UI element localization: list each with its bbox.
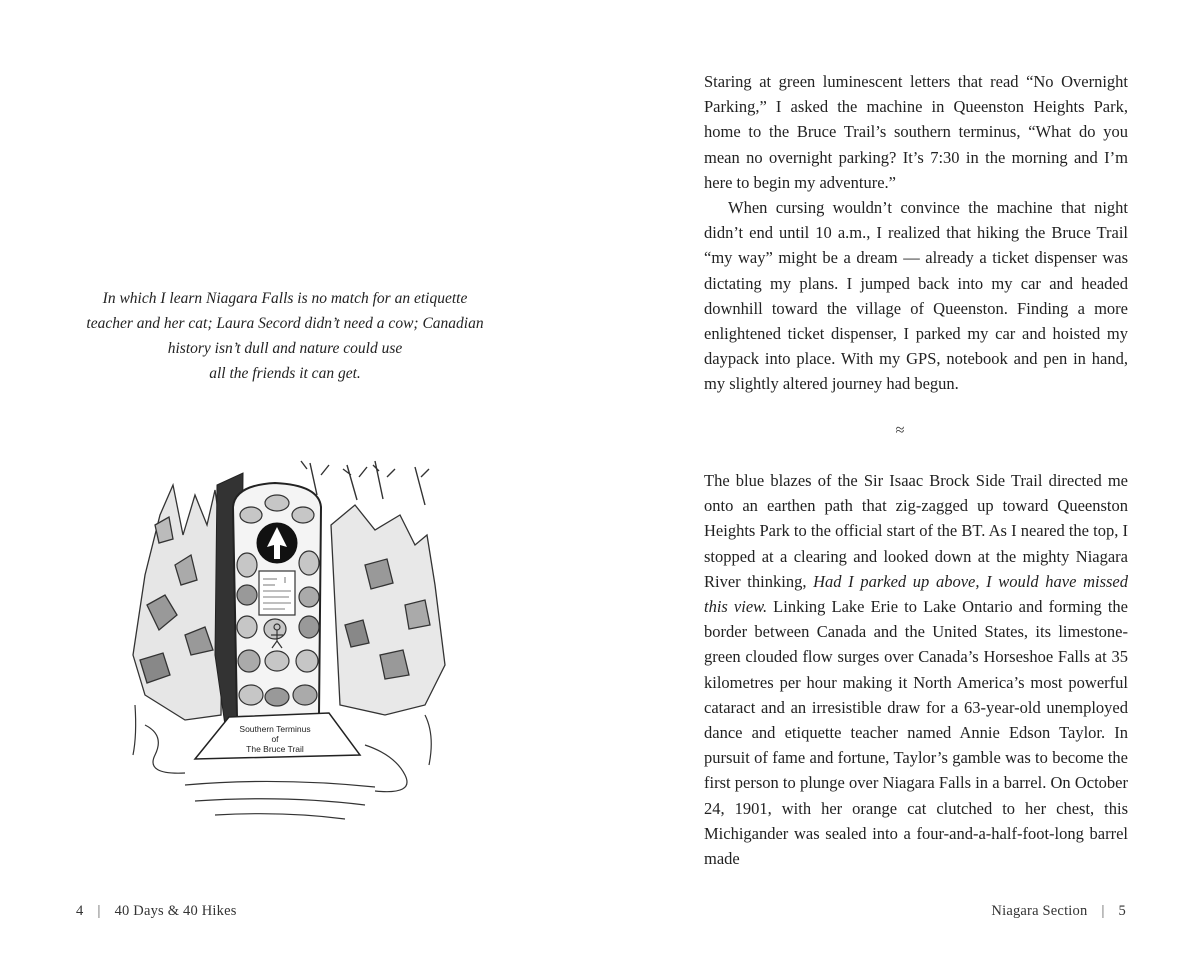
section-break-ornament: ≈ <box>895 422 905 439</box>
right-folio: Niagara Section | 5 <box>991 903 1126 919</box>
sign-line: of <box>271 734 279 744</box>
plaque <box>259 571 295 615</box>
epigraph-line: In which I learn Niagara Falls is no match for an etiquette <box>102 290 468 307</box>
italic-thought: Had I parked up above, I would have missed this view. <box>704 571 1128 617</box>
text-block-bottom <box>704 468 1128 871</box>
text-block-top <box>704 69 1128 397</box>
section-title: Niagara Section <box>991 903 1088 919</box>
right-rocks <box>331 505 445 715</box>
epigraph-line: history isn’t dull and nature could use <box>167 340 403 357</box>
paragraph: The blue blazes of the Sir Isaac Brock Side Trail directed me onto an earthen path that zig-zagged up toward Queenston Heights Park to the official start of the BT. As I neared the top, I stopped at a clearing and looked down at the mighty Niagara River thinking, Had I parked up above, I would have missed this view. Linking Lake Erie to Lake Ontario and forming the border between Canada and the United States, its limestone-green clouded flow surges over Canada’s Horseshoe Falls at 35 kilometres per hour making it North America’s most powerful cataract and an irresistible draw for a 63-year-old unemployed dance and etiquette teacher named Annie Edson Taylor. In pursuit of fame and fortune, Taylor’s gamble was to become the first person to plunge over Niagara Falls in a barrel. On October 24, 1901, with her orange cat clutched to her chest, this Michigander was sealed into a four-and-a-half-foot-long barrel made <box>704 471 1128 869</box>
epigraph-line: teacher and her cat; Laura Secord didn’t need a cow; Canadian <box>86 315 484 332</box>
sign-line: Southern Terminus <box>239 724 311 734</box>
epigraph-line: all the friends it can get. <box>209 365 361 382</box>
right-page <box>600 0 1200 955</box>
page-number: 4 <box>76 903 84 919</box>
paragraph: Staring at green luminescent letters that read “No Overnight Parking,” I asked the machine in Queenston Heights Park, home to the Bruce Trail’s southern terminus, “What do you mean no overnight parking? It’s 7:30 in the morning and I’m here to begin my adventure.” <box>704 72 1128 192</box>
page-number: 5 <box>1118 903 1126 919</box>
sign-line: The Bruce Trail <box>246 744 304 754</box>
left-folio: 4 | 40 Days & 40 Hikes <box>76 903 237 919</box>
left-rocks <box>133 485 223 720</box>
trail-terminus-illustration <box>125 455 455 835</box>
chapter-epigraph <box>70 286 500 386</box>
paragraph: When cursing wouldn’t convince the machine that night didn’t end until 10 a.m., I realized that hiking the Bruce Trail “my way” might be a dream — already a ticket dispenser was dictating my plans. I jumped back into my car and headed downhill toward the village of Queenston. Finding a more enlightened ticket dispenser, I parked my car and hoisted my daypack into place. With my GPS, notebook and pen in hand, my slightly altered journey had begun. <box>704 198 1128 394</box>
tree-branches <box>301 461 429 505</box>
book-title: 40 Days & 40 Hikes <box>114 903 237 919</box>
